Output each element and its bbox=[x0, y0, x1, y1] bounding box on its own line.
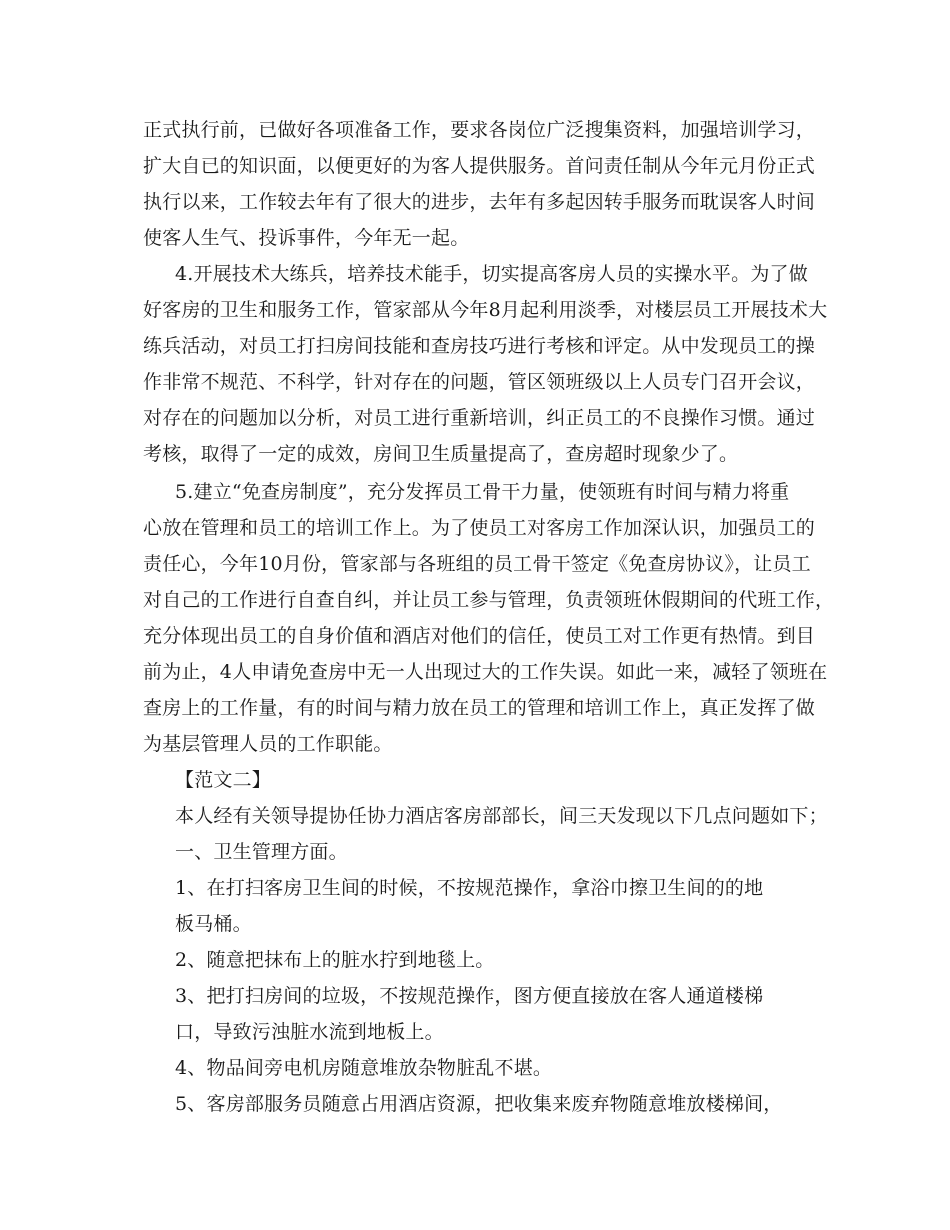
paragraph-line: 作非常不规范、不科学，针对存在的问题，管区领班级以上人员专门召开会议， bbox=[143, 371, 816, 393]
paragraph-line: 前为止，4人申请免查房中无一人出现过大的工作失误。如此一来，减轻了领班在 bbox=[143, 661, 828, 683]
paragraph-line: 执行以来，工作较去年有了很大的进步，去年有多起因转手服务而耽误客人时间 bbox=[143, 191, 816, 213]
paragraph-line: 使客人生气、投诉事件，今年无一起。 bbox=[143, 227, 470, 249]
numbered-item-5-line: 5.建立“免查房制度”，充分发挥员工骨干力量，使领班有时间与精力将重 bbox=[175, 481, 790, 503]
list-item-3: 3、把打扫房间的垃圾，不按规范操作，图方便直接放在客人通道楼梯 bbox=[175, 985, 764, 1007]
paragraph-line: 本人经有关领导提协任协力酒店客房部部长，间三天发现以下几点问题如下； bbox=[175, 805, 828, 827]
list-item-1-continued: 板马桶。 bbox=[175, 913, 252, 935]
paragraph-line: 练兵活动，对员工打扫房间技能和查房技巧进行考核和评定。从中发现员工的操 bbox=[143, 335, 816, 357]
list-item-3-continued: 口，导致污浊脏水流到地板上。 bbox=[175, 1021, 444, 1043]
section-heading-hygiene: 一、卫生管理方面。 bbox=[175, 841, 348, 863]
paragraph-line: 对存在的问题加以分析，对员工进行重新培训，纠正员工的不良操作习惯。通过 bbox=[143, 407, 816, 429]
list-item-1: 1、在打扫客房卫生间的时候，不按规范操作，拿浴巾擦卫生间的的地 bbox=[175, 877, 764, 899]
paragraph-line: 为基层管理人员的工作职能。 bbox=[143, 733, 393, 755]
paragraph-line: 扩大自已的知识面，以便更好的为客人提供服务。首问责任制从今年元月份正式 bbox=[143, 155, 816, 177]
paragraph-line: 正式执行前，已做好各项准备工作，要求各岗位广泛搜集资料，加强培训学习， bbox=[143, 119, 816, 141]
paragraph-line: 对自己的工作进行自查自纠，并让员工参与管理，负责领班休假期间的代班工作， bbox=[143, 589, 835, 611]
paragraph-line: 好客房的卫生和服务工作，管家部从今年8月起利用淡季，对楼层员工开展技术大 bbox=[143, 299, 828, 321]
numbered-item-4-line: 4.开展技术大练兵，培养技术能手，切实提高客房人员的实操水平。为了做 bbox=[175, 263, 808, 285]
list-item-4: 4、物品间旁电机房随意堆放杂物脏乱不堪。 bbox=[175, 1057, 553, 1079]
list-item-5: 5、客房部服务员随意占用酒店资源，把收集来废弃物随意堆放楼梯间， bbox=[175, 1093, 783, 1115]
paragraph-line: 心放在管理和员工的培训工作上。为了使员工对客房工作加深认识，加强员工的 bbox=[143, 517, 816, 539]
paragraph-line: 充分体现出员工的自身价值和酒店对他们的信任，使员工对工作更有热情。到目 bbox=[143, 625, 816, 647]
list-item-2: 2、随意把抹布上的脏水拧到地毯上。 bbox=[175, 949, 495, 971]
section-heading-fanwen-er: 【范文二】 bbox=[175, 769, 272, 791]
paragraph-line: 责任心，今年10月份，管家部与各班组的员工骨干签定《免查房协议》，让员工 bbox=[143, 553, 811, 575]
paragraph-line: 查房上的工作量，有的时间与精力放在员工的管理和培训工作上，真正发挥了做 bbox=[143, 697, 816, 719]
paragraph-line: 考核，取得了一定的成效，房间卫生质量提高了，查房超时现象少了。 bbox=[143, 443, 739, 465]
